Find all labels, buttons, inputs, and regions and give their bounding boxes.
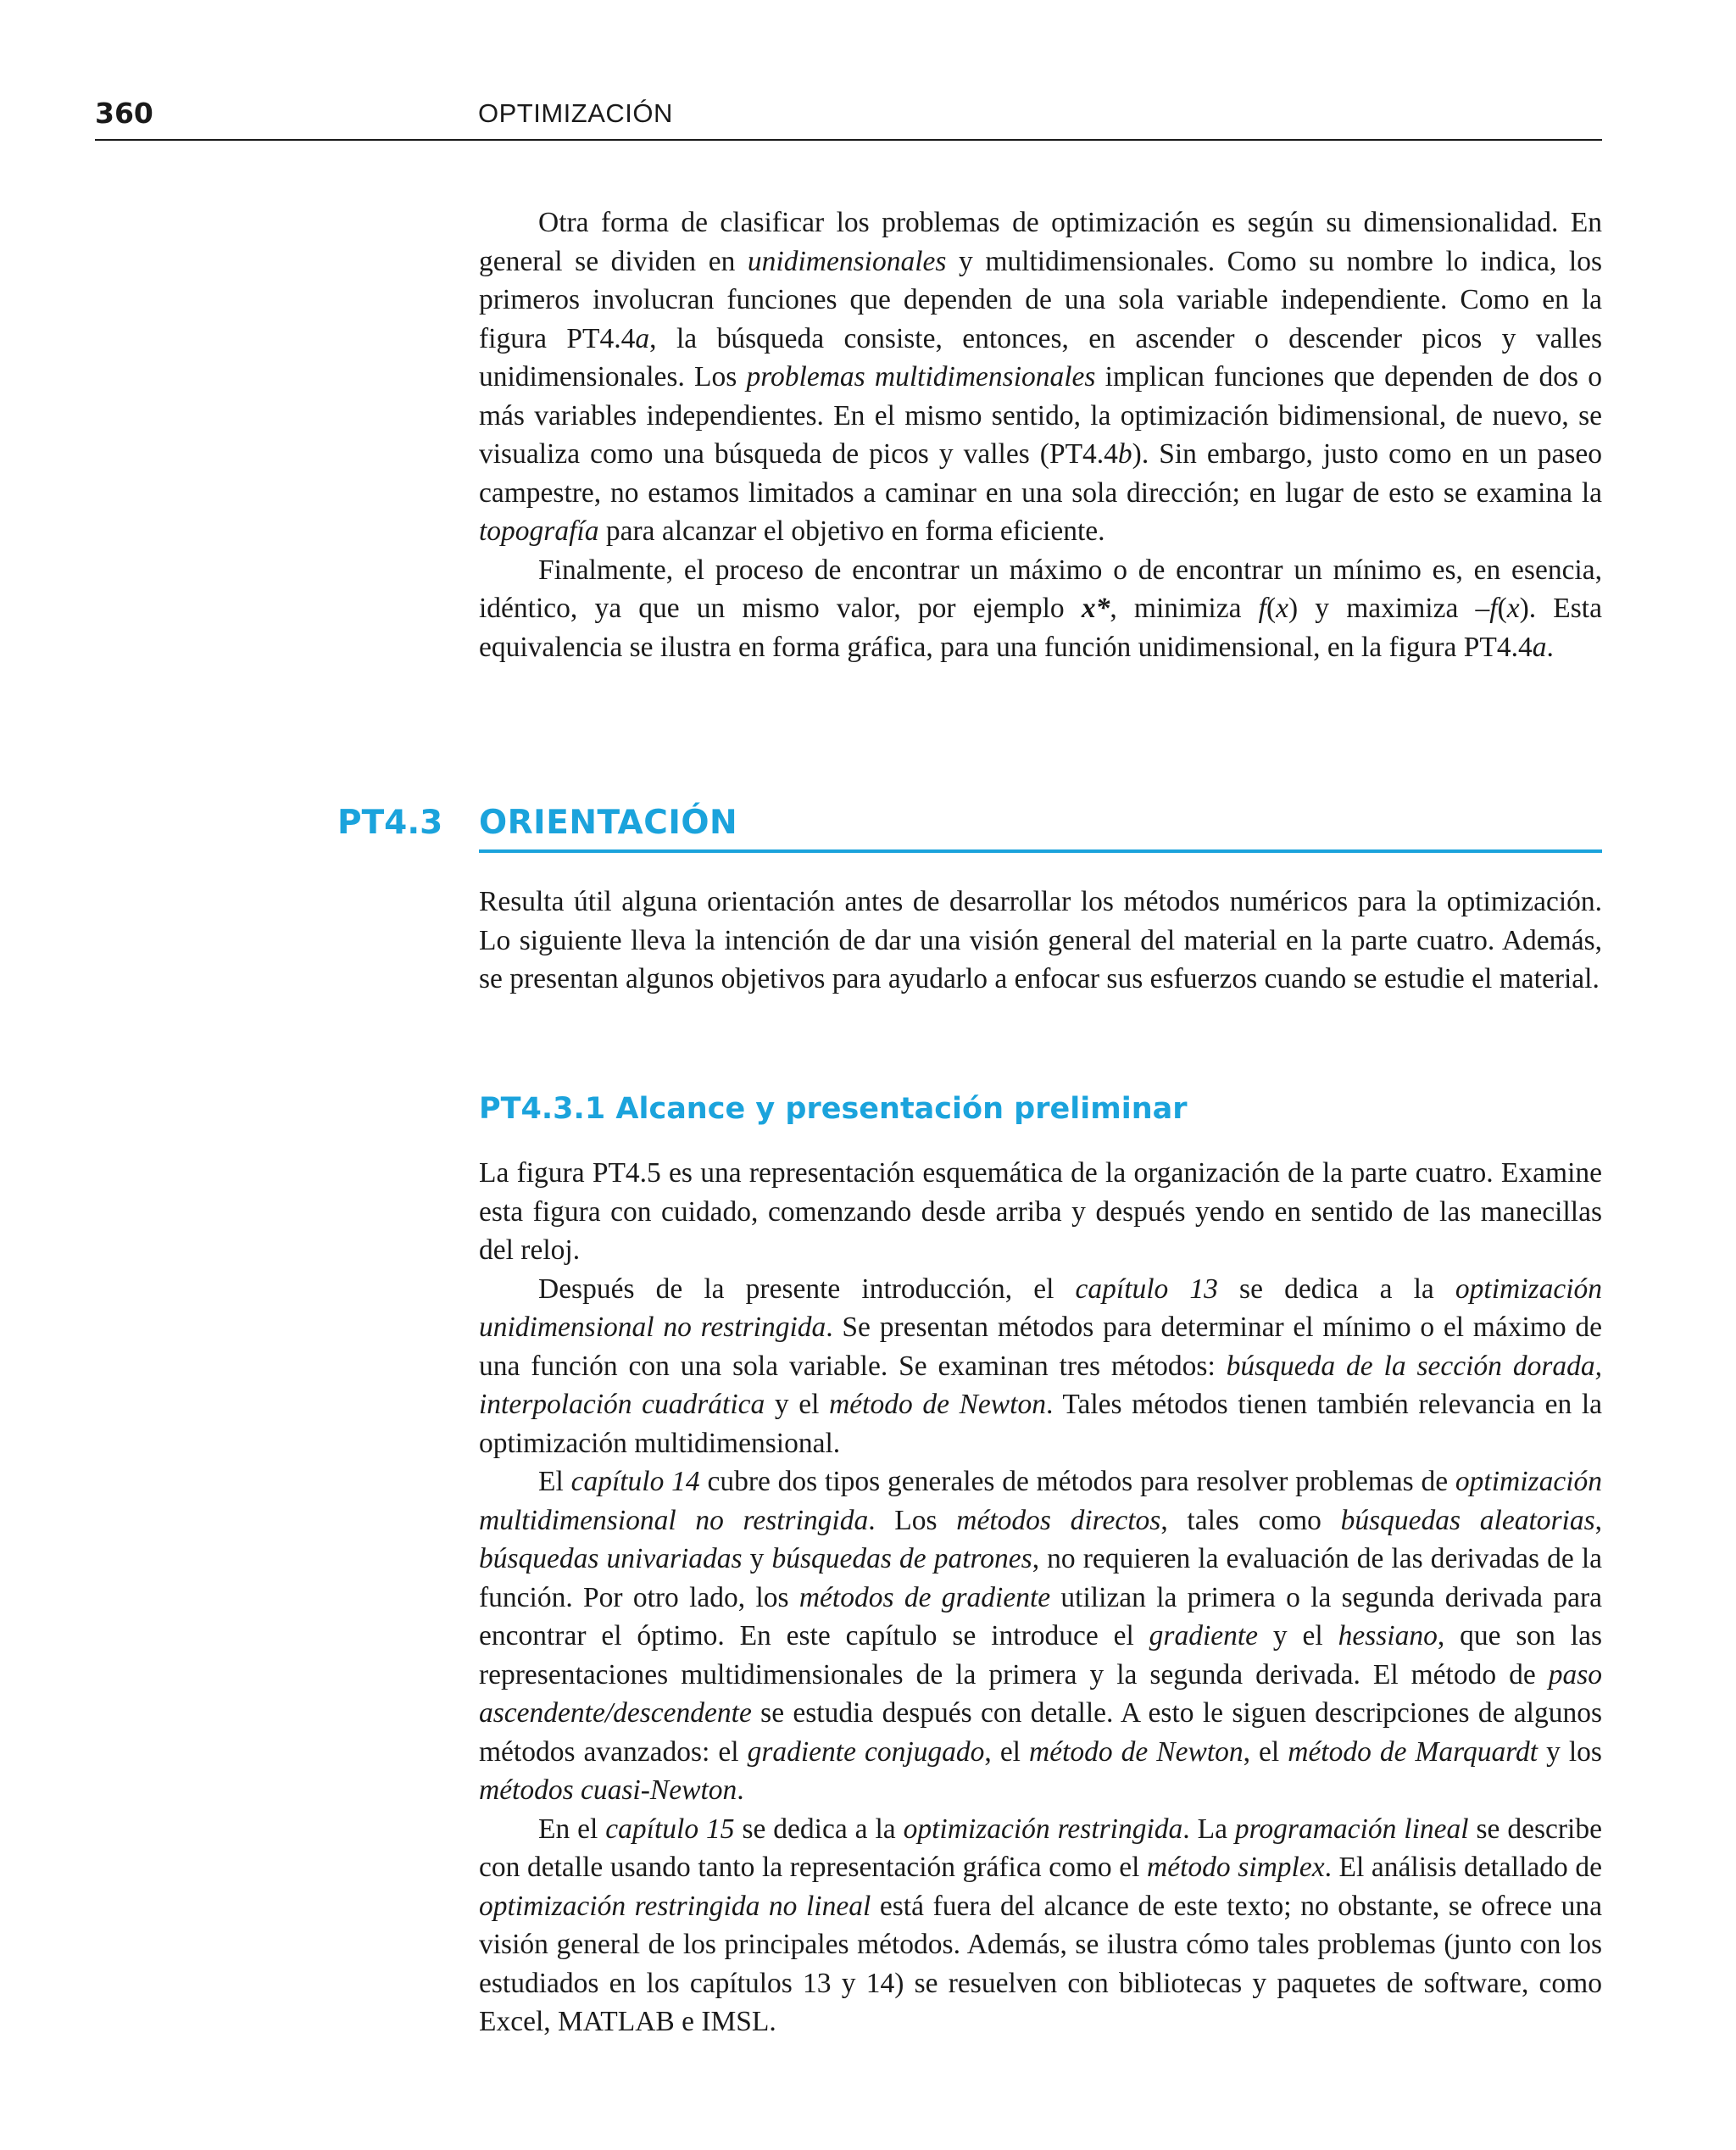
text-run: , la búsqueda consiste, entonces, en ascender o descender picos y valles unidimensionales. Los bbox=[479, 322, 1602, 393]
section-title: ORIENTACIÓN bbox=[479, 804, 738, 842]
text-run: implican funciones que dependen de dos o más variables independientes. En el mismo sentido, la optimización bidimensional, de nuevo, se visualiza como una búsqueda de picos y valles (PT4.4 bbox=[479, 361, 1602, 470]
italic-text: búsquedas aleatorias bbox=[1340, 1504, 1595, 1536]
subsection-paragraph-2 bbox=[479, 1270, 1602, 1463]
italic-text: optimización restringida bbox=[903, 1813, 1183, 1845]
text-run: , minimiza bbox=[1110, 593, 1259, 624]
text-run: se estudia después con detalle. A esto le siguen descripciones de algunos métodos avanzados: el bbox=[479, 1697, 1602, 1768]
text-run: para alcanzar el objetivo en forma eficiente. bbox=[598, 515, 1105, 547]
italic-text: capítulo 15 bbox=[605, 1813, 735, 1845]
italic-text: problemas multidimensionales bbox=[746, 361, 1096, 393]
text-run: se dedica a la bbox=[1217, 1273, 1455, 1305]
text-run: cubre dos tipos generales de métodos para resolver problemas de bbox=[699, 1466, 1455, 1497]
italic-text: a bbox=[1532, 631, 1547, 663]
text-run: . Los bbox=[868, 1504, 957, 1536]
text-run: ). Sin embargo, justo como en un paseo campestre, no estamos limitados a caminar en una sola dirección; en lugar de esto se examina la bbox=[479, 438, 1602, 509]
italic-text: a bbox=[635, 322, 650, 354]
text-run: está fuera del alcance de este texto; no obstante, se ofrece una visión general de los principales métodos. Además, se ilustra cómo tales problemas (junto con los estudiados en los capítulos 13 y 14) se resuelven con bibliotecas y paquetes de software, como Excel, MATLAB e IMSL. bbox=[479, 1890, 1602, 2037]
italic-text: hessiano bbox=[1338, 1620, 1438, 1651]
text-run: se describe con detalle usando tanto la representación gráfica como el bbox=[479, 1813, 1602, 1883]
text-run: , tales como bbox=[1160, 1504, 1341, 1536]
subsection-text bbox=[479, 1154, 1602, 2041]
italic-text: optimización multidimensional no restringida bbox=[479, 1466, 1602, 1536]
intro-text bbox=[479, 203, 1602, 666]
text-run: . La bbox=[1182, 1813, 1235, 1845]
italic-text: unidimensionales bbox=[747, 245, 947, 277]
text-run: se dedica a la bbox=[734, 1813, 904, 1845]
text-run: , no requieren la evaluación de las derivadas de la función. Por otro lado, los bbox=[479, 1543, 1603, 1613]
text-run: Finalmente, el proceso de encontrar un máximo o de encontrar un mínimo es, en esencia, idéntico, ya que un mismo valor, por ejemplo bbox=[479, 554, 1602, 624]
intro-paragraph-2 bbox=[479, 551, 1602, 667]
subsection-paragraph-4 bbox=[479, 1810, 1602, 2041]
text-run: , el bbox=[1243, 1735, 1288, 1768]
text-run: El bbox=[538, 1466, 571, 1497]
text-run: y el bbox=[1258, 1620, 1338, 1651]
text-run: y bbox=[742, 1543, 772, 1574]
italic-text: métodos directos bbox=[956, 1504, 1161, 1536]
subsection-title: PT4.3.1 Alcance y presentación preliminar bbox=[479, 1092, 1188, 1126]
italic-text: búsquedas de patrones bbox=[771, 1543, 1032, 1574]
italic-text: método simplex bbox=[1147, 1852, 1325, 1883]
text-run: . bbox=[1546, 631, 1554, 663]
italic-text: b bbox=[1117, 438, 1132, 470]
italic-text: métodos cuasi-Newton bbox=[479, 1774, 737, 1806]
text-run: Después de la presente introducción, el bbox=[538, 1273, 1076, 1305]
italic-text: método de Newton bbox=[1029, 1735, 1244, 1768]
subsection-paragraph-3 bbox=[479, 1462, 1602, 1810]
text-run: y el bbox=[765, 1389, 830, 1420]
italic-text: búsqueda de la sección dorada, interpolación cuadrática bbox=[479, 1350, 1603, 1420]
text-run: ( bbox=[1266, 593, 1277, 624]
text-run: ( bbox=[1497, 593, 1507, 624]
text-run: ). Esta equivalencia se ilustra en forma gráfica, para una función unidimensional, en la figura PT4.4 bbox=[479, 593, 1602, 663]
text-run: y multidimensionales. Como su nombre lo indica, los primeros involucran funciones que dependen de una sola variable independiente. Como en la figura PT4.4 bbox=[479, 245, 1602, 354]
text-run: . Tales métodos tienen también relevancia en la optimización multidimensional. bbox=[479, 1389, 1602, 1459]
italic-text: métodos de gradiente bbox=[798, 1581, 1051, 1613]
section-paragraph bbox=[479, 883, 1602, 999]
italic-text: paso ascendente/descendente bbox=[479, 1658, 1602, 1729]
italic-text: x bbox=[1276, 593, 1288, 624]
text-run: Resulta útil alguna orientación antes de desarrollar los métodos numéricos para la optimización. Lo siguiente lleva la intención de dar una visión general del material en la parte cuatro. Además, se presentan algunos objetivos para ayudarlo a enfocar sus esfuerzos cuando se estudie el material. bbox=[479, 886, 1602, 994]
text-run: , el bbox=[984, 1735, 1030, 1768]
italic-text: topografía bbox=[479, 515, 599, 547]
text-run: y los bbox=[1538, 1735, 1602, 1768]
text-run: . bbox=[737, 1774, 744, 1806]
italic-text: x bbox=[1506, 593, 1520, 624]
text-run: . El análisis detallado de bbox=[1324, 1852, 1603, 1883]
section-text bbox=[479, 883, 1602, 999]
intro-paragraph-1 bbox=[479, 203, 1602, 551]
section-number: PT4.3 bbox=[337, 804, 443, 842]
text-run: La figura PT4.5 es una representación esquemática de la organización de la parte cuatro. Examine esta figura con cuidado, comenzando desde arriba y después yendo en sentido de las manecillas del reloj. bbox=[479, 1157, 1602, 1266]
running-title: OPTIMIZACIÓN bbox=[478, 98, 673, 128]
text-run: utilizan la primera o la segunda derivada para encontrar el óptimo. En este capítulo se introduce el bbox=[479, 1581, 1602, 1651]
text-run: . Se presentan métodos para determinar el mínimo o el máximo de una función con una sola variable. Se examinan tres métodos: bbox=[479, 1312, 1602, 1382]
bold-italic-text: x* bbox=[1081, 593, 1110, 624]
italic-text: programación lineal bbox=[1234, 1813, 1469, 1845]
italic-text: búsquedas univariadas bbox=[479, 1543, 743, 1574]
text-run: En el bbox=[538, 1813, 606, 1845]
italic-text: optimización restringida no lineal bbox=[479, 1890, 871, 1922]
italic-text: método de Newton bbox=[829, 1389, 1046, 1420]
text-run: , bbox=[1594, 1504, 1603, 1536]
text-run: Otra forma de clasificar los problemas de optimización es según su dimensionalidad. En general se dividen en bbox=[479, 207, 1602, 277]
page-number: 360 bbox=[95, 97, 153, 130]
italic-text: método de Marquardt bbox=[1288, 1735, 1538, 1768]
italic-text: capítulo 13 bbox=[1075, 1273, 1218, 1305]
italic-text: gradiente bbox=[1149, 1620, 1259, 1651]
italic-text: optimización unidimensional no restringida bbox=[479, 1273, 1602, 1343]
subsection-paragraph-1 bbox=[479, 1154, 1602, 1270]
italic-text: f bbox=[1258, 593, 1266, 624]
italic-text: capítulo 14 bbox=[570, 1466, 700, 1497]
page-header bbox=[95, 88, 1602, 141]
text-run: , que son las representaciones multidimensionales de la primera y la segunda derivada. El método de bbox=[479, 1620, 1602, 1690]
italic-text: f bbox=[1489, 593, 1498, 624]
section-heading bbox=[0, 797, 1602, 853]
italic-text: gradiente conjugado bbox=[747, 1735, 985, 1768]
text-run: ) y maximiza – bbox=[1288, 593, 1490, 624]
section-rule bbox=[479, 849, 1602, 853]
